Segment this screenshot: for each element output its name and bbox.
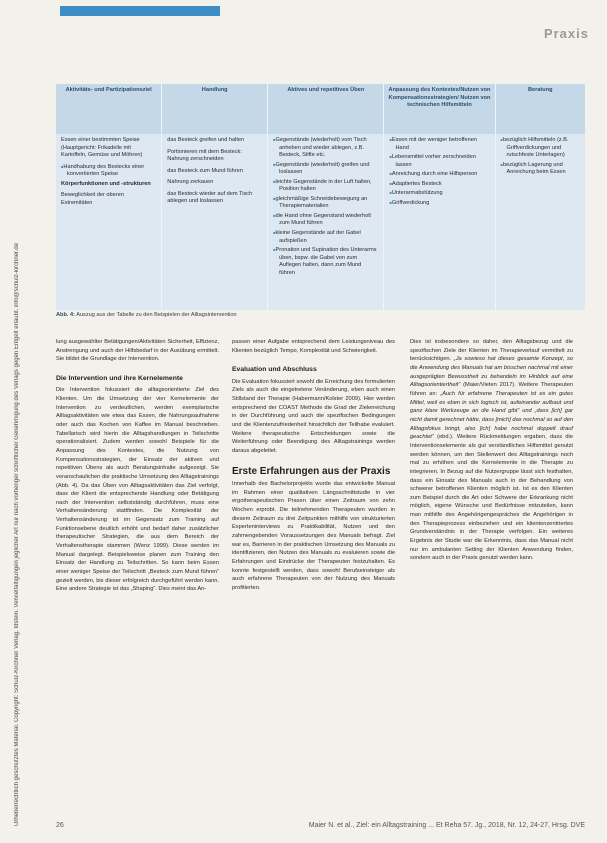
quote-text: „Auch für erfahrene Therapeuten ist es ein gutes Mittel, weil es eben in sich logisch ist, aufeinander aufbaut und ganz klare Werkzeuge an die Hand gibt“ und „dass [ich] gar nicht damit gerechnet hätte, dass [mich] das nochmal so auf den Alltagsfokus bringt, also [ich] habe nochmal doppelt drauf geachtet“: [410, 390, 573, 441]
table-header: Anpassung des Kontextes/Nutzen von Kompensationsstrategien/ Nutzen von technischen Hilfsmitteln: [384, 84, 495, 134]
cell-bullet: ■ Griffverdickung: [389, 200, 489, 208]
cell-bullet: ■ gleichmäßige Schneidebewegung an Therapiematerialien: [273, 196, 378, 211]
section-heading: Evaluation und Abschluss: [232, 366, 317, 374]
cell-text: Beweglichkeit der oberen Extremitäten: [61, 192, 124, 206]
cell-text: Nahrung zerkauen: [167, 179, 214, 186]
body-text: (ebd.). Weitere Rückmeldungen ergaben, dass die Interventionselemente als gut verständliches Hilfsmittel genutzt werden können, um den Stellenwert des Alltagstrainings noch mal zu erhöhen und die Kernelemente in die Therapie zu integrieren. In Bezug auf die Nutzergruppe lässt sich festhalten, dass ein Einsatz des Manuals auch in der Behandlung von schwerer betroffenen Klienten möglich ist. Ist es den Klienten zum Beispiel durch die Art oder Schwere der Erkrankung nicht möglich, eigene Wünsche und Bedürfnisse mitzuteilen, kann man mithilfe des Angehörigengespräches die Angehörigen in den Therapieprozess einbeziehen und ein klientenzentriertes Grundverständnis in der Therapie verfolgen. Ein weiteres Ergebnis der Studie war die Erkenntnis, dass das Manual nicht nur im ambulanten Setting der Klienten Anwendung finden, sondern auch in der Praxis genutzt werden kann.: [410, 434, 573, 562]
cell-bullet: ■ Anreichung durch eine Hilfsperson: [389, 171, 489, 179]
cell-bullet: ■ Pronation und Supination des Unterarms üben, bspw. die Gabel von zum Auflegen halten, dann zum Mund führen: [273, 247, 378, 277]
body-paragraph: Die Evaluation fokussiert sowohl die Erreichung des formulierten Ziels als auch die eingetretene Veränderung, eben auch einen Stillstand der Therapie (Habermann/Kolster 2009). Hier werden entsprechend der COAST Methode die Grad der Zielerreichung in der Durchführung und auch die spezifischen Bedingungen und die Klientenzufriedenheit hinsichtlich der Teilhabe evaluiert. Weitere therapeutische Entscheidungen sowie die Weiterführung oder Beendigung des Alltagstrainings werden daraus abgeleitet.: [232, 378, 395, 454]
quote-text: „Ja sowieso hat dieses gesamte Konzept, so die Anwendung des Manuals hat am bisschen nachmal mit einer ausgeprägten Bewusstheit zu behandeln im Hinblick auf eine Alltagsorientiertheit“: [410, 356, 573, 389]
cell-bullet: ■ Gegenstände (wiederholt) greifen und loslassen: [273, 162, 378, 177]
page-footer: [56, 822, 585, 832]
body-paragraph: Die Intervention fokussiert die alltagsorientierte Ziel des Klienten. Um die Umsetzung der vier Kernelemente der Intervention zu verdeutlichen, werden exemplarische Alltagsaktivitäten wie etwa das Essen, die Nahrungsaufnahme oder auch das Kochen von Kaffee im Manual beschrieben. Tabellarisch wird hierin die Alltagshandlungen in Teilschritte operationalisiert. Zudem werden sowohl Beispiele für die Anpassung des Kontextes, die Nutzung von Kompensationsstrategien, der Einsatz der aktiven und repetitiven Übens als auch Beratungsinhalte aufgezeigt. Sie veranschaulichen die praktische Umsetzung des Alltagstrainings (Abb. 4). Da das Üben von Alltagsaktivitäten das Ziel verfolgt, dass der Klient die entsprechende Handlung oder Betätigung nach der Intervention selbstständig durchführen, muss eine Verhaltensänderung stattfinden. Die Komplexität der Verhaltensänderung ist im Gegensatz zum Training auf Funktionsebene deutlich erhöht und bedarf daher zusätzlicher therapeutischer Strategien, die aus dem Bereich der Verhaltenstherapie stammen (Wenz 1999). Diese werden im Manual dargelegt. Beispielsweise planen zum Training den Einsatz der Handlung zu Teilschritten. So kann beim Essen einer weniger Speise der Teilschritt „Besteck zum Mund führen“ gezielt werden, bis dieser erfolgreich durchgeführt werden kann. Eine andere Strategie ist das „Shaping“. Dies meint das An-: [56, 387, 219, 593]
section-label: Praxis: [543, 26, 589, 41]
page-number: 26: [56, 822, 64, 829]
table-cell-advice: [495, 134, 585, 310]
table-cell-goal: [56, 134, 162, 310]
body-paragraph: passen einer Aufgabe entsprechend dem Leistungsniveau des Klienten bezüglich Tempo, Komplexität und Schwierigkeit.: [232, 339, 395, 354]
text-column-3: [410, 338, 573, 563]
table-cell-action: [162, 134, 268, 310]
cell-text: Portionieren mit dem Besteck: Nahrung zerschneiden: [167, 148, 242, 163]
cell-bullet: ■ Handhabung des Bestecks einer konvertierten Speise: [61, 164, 156, 179]
cell-bullet: ■ Unterarmabstützung: [389, 190, 489, 198]
section-heading: Die Intervention und ihre Kernelemente: [56, 374, 183, 382]
cell-bullet: ■ Adaptiertes Besteck: [389, 181, 489, 189]
citation-line: Maier N. et al., Ziel: ein Alltagstraining ... Et Reha 57. Jg., 2018, Nr. 12, 24-27, Hrsg. DVE: [308, 822, 585, 829]
cell-bullet: ■ bezüglich Hilfsmitteln (z.B. Griffverdickungen und rutschfeste Unterlagen): [501, 137, 580, 160]
cell-subheading: Körperfunktionen und -strukturen: [61, 180, 151, 187]
cell-bullet: ■ die Hand ohne Gegenstand wiederholt zum Mund führen: [273, 213, 378, 228]
caption-text: Auszug aus der Tabelle zu den Beispielen der Alltagsintervention: [76, 312, 237, 318]
cell-bullet: ■ leichte Gegenstände in der Luft halten, Position halten: [273, 179, 378, 194]
table-header: Aktivitäts- und Partizipationsziel: [56, 84, 162, 134]
cell-bullet: ■ Gegenstände (wiederholt) vom Tisch anheben und wieder ablegen, z.B. Besteck, Stifte etc.: [273, 137, 378, 160]
cell-text: das Besteck wieder auf dem Tisch ablegen und loslassen: [167, 190, 253, 205]
body-text: Dies ist insbesondere so daher, den Alltagsbezug und die spezifischen Ziele der Klienten im Therapieverlauf vermittelt zu berücksichtigen.: [410, 339, 573, 363]
table-cell-practice: [268, 134, 384, 310]
cell-text: das Besteck greifen und halten: [167, 137, 245, 143]
cell-bullet: ■ bezüglich Lagerung und Anreichung beim Essen: [501, 162, 580, 177]
caption-label: Abb. 4:: [56, 312, 75, 318]
header-color-band: [60, 6, 220, 16]
section-heading-large: Erste Erfahrungen aus der Praxis: [232, 465, 391, 477]
figure-caption: [56, 312, 585, 318]
table-cell-context: [384, 134, 495, 310]
text-column-1: [56, 338, 219, 594]
cell-bullet: ■ Lebensmittel vorher zerschneiden lassen: [389, 154, 489, 169]
body-text: (Maier/Vieten 2017). Weitere Therapeuten führen an:: [410, 382, 573, 397]
intervention-table: [56, 84, 585, 310]
cell-bullet: ■ kleine Gegenstände auf der Gabel aufspießen: [273, 230, 378, 245]
table-header: Aktives und repetitives Üben: [268, 84, 384, 134]
side-copyright-notice: Urheberrechtlich geschütztes Material. Copyright: Schulz-Kirchner Verlag. Idstein. Vervielfältigungen jeglicher Art nur nach vorheriger schriftlicher Genehmigung des Verlags gegen Entgelt erlaubt. info@schulz-kirchner.de: [14, 242, 20, 826]
body-paragraph: lung ausgewählter Betätigungen/Aktivitäten Sicherheit, Effizienz, Anstrengung und auch der Hilfsbedarf in der Ausübung ermittelt. Sie bildet die Grundlage der Intervention.: [56, 339, 219, 363]
body-paragraph: Innerhalb des Bachelorprojekts wurde das entwickelte Manual im Rahmen einer qualitativen Längsschnittstudie in vier ergotherapeutischen Praxen über einen Zeitraum von zehn Wochen erprobt. Die teilnehmenden Therapeuten wurden in diesem Zeitraum zu drei Zeitpunkten mithilfe von strukturierten Experteninterviews zu Praktikabilität, Nutzen und den zahmengebenden Voraussetzungen des Manuals befragt. Ziel war es, Barrieren in der praktischen Umsetzung des Manuals zu identifizieren, den Nutzen des Manuals zu evaluieren sowie die Erfahrungen und Eindrücke der Therapeuten festzuhalten. Es konnte festgestellt werden, dass sowohl Berufseinsteiger als auch erfahrene Therapeuten von der Nutzung des Manuals profitierten.: [232, 481, 395, 591]
cell-text: Essen einer bestimmten Speise (Hauptgericht: Frikadelle mit Kartoffeln, Gemüse und Möhren): [61, 137, 143, 159]
cell-bullet: ■ Essen mit der weniger betroffenen Hand: [389, 137, 489, 152]
text-column-2: [232, 338, 395, 593]
cell-text: das Besteck zum Mund führen: [167, 167, 243, 174]
table-header: Handlung: [162, 84, 268, 134]
table-header: Beratung: [495, 84, 585, 134]
